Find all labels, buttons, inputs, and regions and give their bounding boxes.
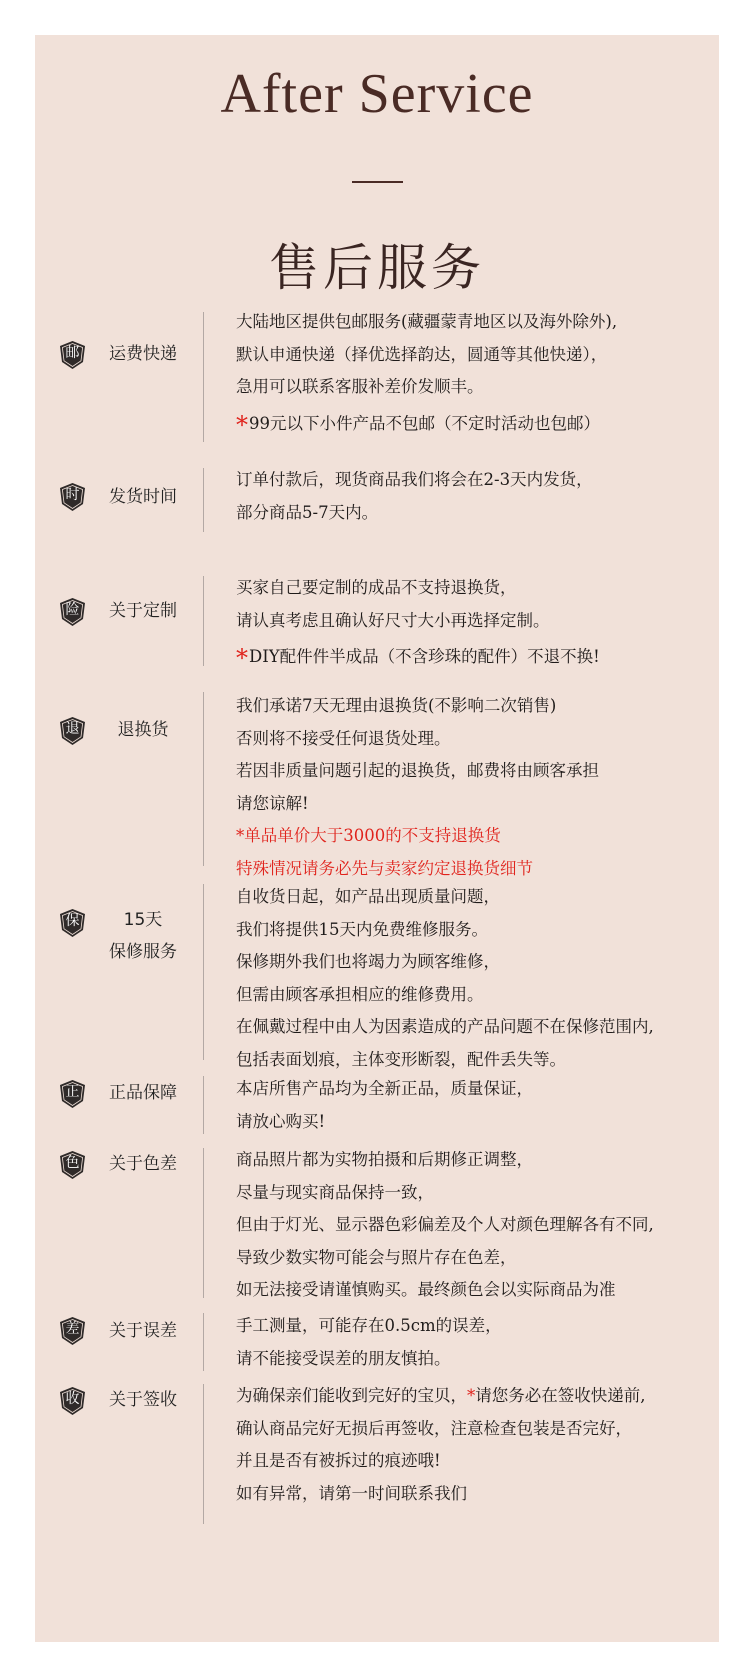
section-content xyxy=(236,1380,716,1510)
color-icon xyxy=(59,1150,86,1180)
section-label xyxy=(95,1315,191,1347)
content-text: 为确保亲们能收到完好的宝贝， xyxy=(236,1386,467,1405)
section-content xyxy=(236,881,716,1076)
content-line: 尽量与现实商品保持一致， xyxy=(236,1182,434,1202)
genuine-icon xyxy=(59,1079,86,1109)
content-line: 我们将提供15天内免费维修服务。 xyxy=(236,919,488,939)
section-divider xyxy=(203,312,204,442)
content-line-red: 特殊情况请务必先与卖家约定退换货细节 xyxy=(236,858,533,878)
section-divider xyxy=(203,692,204,866)
content-note xyxy=(236,408,716,442)
section-divider xyxy=(203,468,204,532)
section-label xyxy=(95,1077,191,1109)
section-label xyxy=(95,338,191,370)
content-note xyxy=(236,641,716,675)
section-content xyxy=(236,572,716,675)
label-line: 退换货 xyxy=(117,720,169,740)
content-line: 如无法接受请谨慎购买。最终颜色会以实际商品为准 xyxy=(236,1280,616,1299)
content-line: 商品照片都为实物拍摄和后期修正调整， xyxy=(236,1150,533,1169)
badge-text: 正 xyxy=(65,1084,80,1100)
section-content xyxy=(236,1310,716,1375)
content-line: 如有异常，请第一时间联系我们 xyxy=(236,1483,467,1503)
content-line: 订单付款后，现货商品我们将会在2-3天内发货， xyxy=(236,470,593,489)
return-icon xyxy=(59,716,86,746)
content-line: 但需由顾客承担相应的维修费用。 xyxy=(236,984,484,1004)
content-line: 在佩戴过程中由人为因素造成的产品问题不在保修范围内, xyxy=(236,1017,654,1036)
badge-text: 差 xyxy=(65,1321,80,1337)
content-line: 若因非质量问题引起的退换货，邮费将由顾客承担 xyxy=(236,761,599,780)
label-line: 关于定制 xyxy=(109,601,177,621)
asterisk-icon: * xyxy=(236,410,248,439)
content-line: 请认真考虑且确认好尺寸大小再选择定制。 xyxy=(236,610,550,630)
badge-text: 险 xyxy=(65,602,80,618)
content-line: 但由于灯光、显示器色彩偏差及个人对颜色理解各有不同, xyxy=(236,1215,654,1234)
label-line: 关于签收 xyxy=(109,1390,177,1410)
label-line: 发货时间 xyxy=(109,487,177,507)
label-line: 保修服务 xyxy=(109,942,177,962)
section-content xyxy=(236,464,716,529)
content-line: 部分商品5-7天内。 xyxy=(236,502,379,522)
content-line: 买家自己要定制的成品不支持退换货， xyxy=(236,578,517,597)
receipt-icon xyxy=(59,1386,86,1416)
badge-text: 邮 xyxy=(65,345,80,361)
content-line: 否则将不接受任何退货处理。 xyxy=(236,728,451,748)
label-line: 关于误差 xyxy=(109,1321,177,1341)
content-line: 导致少数实物可能会与照片存在色差， xyxy=(236,1247,517,1267)
section-label xyxy=(95,1148,191,1180)
content-line: 本店所售产品均为全新正品，质量保证， xyxy=(236,1079,533,1098)
badge-text: 色 xyxy=(65,1155,80,1171)
content-line: 急用可以联系客服补差价发顺丰。 xyxy=(236,377,484,396)
section-label xyxy=(95,595,191,627)
title-chinese: 售后服务 xyxy=(269,239,485,297)
section-divider xyxy=(203,1076,204,1134)
section-content xyxy=(236,1144,716,1307)
content-line-red: *单品单价大于3000的不支持退换货 xyxy=(236,826,501,845)
asterisk-icon: * xyxy=(467,1386,476,1405)
section-content xyxy=(236,690,716,885)
note-text: 99元以下小件产品不包邮（不定时活动也包邮） xyxy=(249,413,600,433)
badge-text: 收 xyxy=(65,1391,80,1407)
content-line: 保修期外我们也将竭力为顾客维修， xyxy=(236,952,500,971)
label-line: 15天 xyxy=(123,910,163,930)
content-line: 请不能接受误差的朋友慎拍。 xyxy=(236,1348,451,1368)
section-label xyxy=(95,904,191,968)
section-label xyxy=(95,481,191,513)
mail-icon xyxy=(59,340,86,370)
content-line: 请您谅解! xyxy=(236,793,309,813)
label-line: 关于色差 xyxy=(109,1154,177,1174)
content-line: 请放心购买! xyxy=(236,1111,326,1131)
content-line: 确认商品完好无损后再签收，注意检查包装是否完好， xyxy=(236,1418,632,1438)
content-line: 默认申通快递（择优选择韵达，圆通等其他快递）， xyxy=(236,344,608,364)
section-content xyxy=(236,306,716,441)
badge-text: 时 xyxy=(65,487,80,503)
section-content xyxy=(236,1073,716,1138)
content-line: 手工测量，可能存在0.5cm的误差， xyxy=(236,1316,502,1335)
section-divider xyxy=(203,576,204,666)
content-line: 并且是否有被拆过的痕迹哦! xyxy=(236,1451,441,1470)
content-text: 请您务必在签收快递前, xyxy=(475,1386,646,1405)
title-divider xyxy=(352,181,403,183)
content-line: 我们承诺7天无理由退换货(不影响二次销售) xyxy=(236,696,557,715)
content-line xyxy=(236,1380,716,1413)
badge-text: 保 xyxy=(65,913,80,929)
clock-icon xyxy=(59,482,86,512)
badge-text: 退 xyxy=(65,721,80,737)
asterisk-icon: * xyxy=(236,644,248,672)
section-divider xyxy=(203,1148,204,1298)
section-label xyxy=(95,1384,191,1416)
content-line: 自收货日起，如产品出现质量问题， xyxy=(236,887,500,906)
section-divider xyxy=(203,884,204,1060)
section-divider xyxy=(203,1313,204,1371)
error-icon xyxy=(59,1316,86,1346)
title-english: After Service xyxy=(220,63,534,125)
warranty-icon xyxy=(59,908,86,938)
content-line: 大陆地区提供包邮服务(藏疆蒙青地区以及海外除外), xyxy=(236,312,618,331)
label-line: 正品保障 xyxy=(109,1083,177,1103)
insurance-icon xyxy=(59,597,86,627)
content-line: 包括表面划痕，主体变形断裂，配件丢失等。 xyxy=(236,1049,566,1069)
section-label xyxy=(95,714,191,746)
section-divider xyxy=(203,1384,204,1524)
note-text: DIY配件件半成品（不含珍珠的配件）不退不换! xyxy=(249,647,600,666)
label-line: 运费快递 xyxy=(109,344,177,364)
